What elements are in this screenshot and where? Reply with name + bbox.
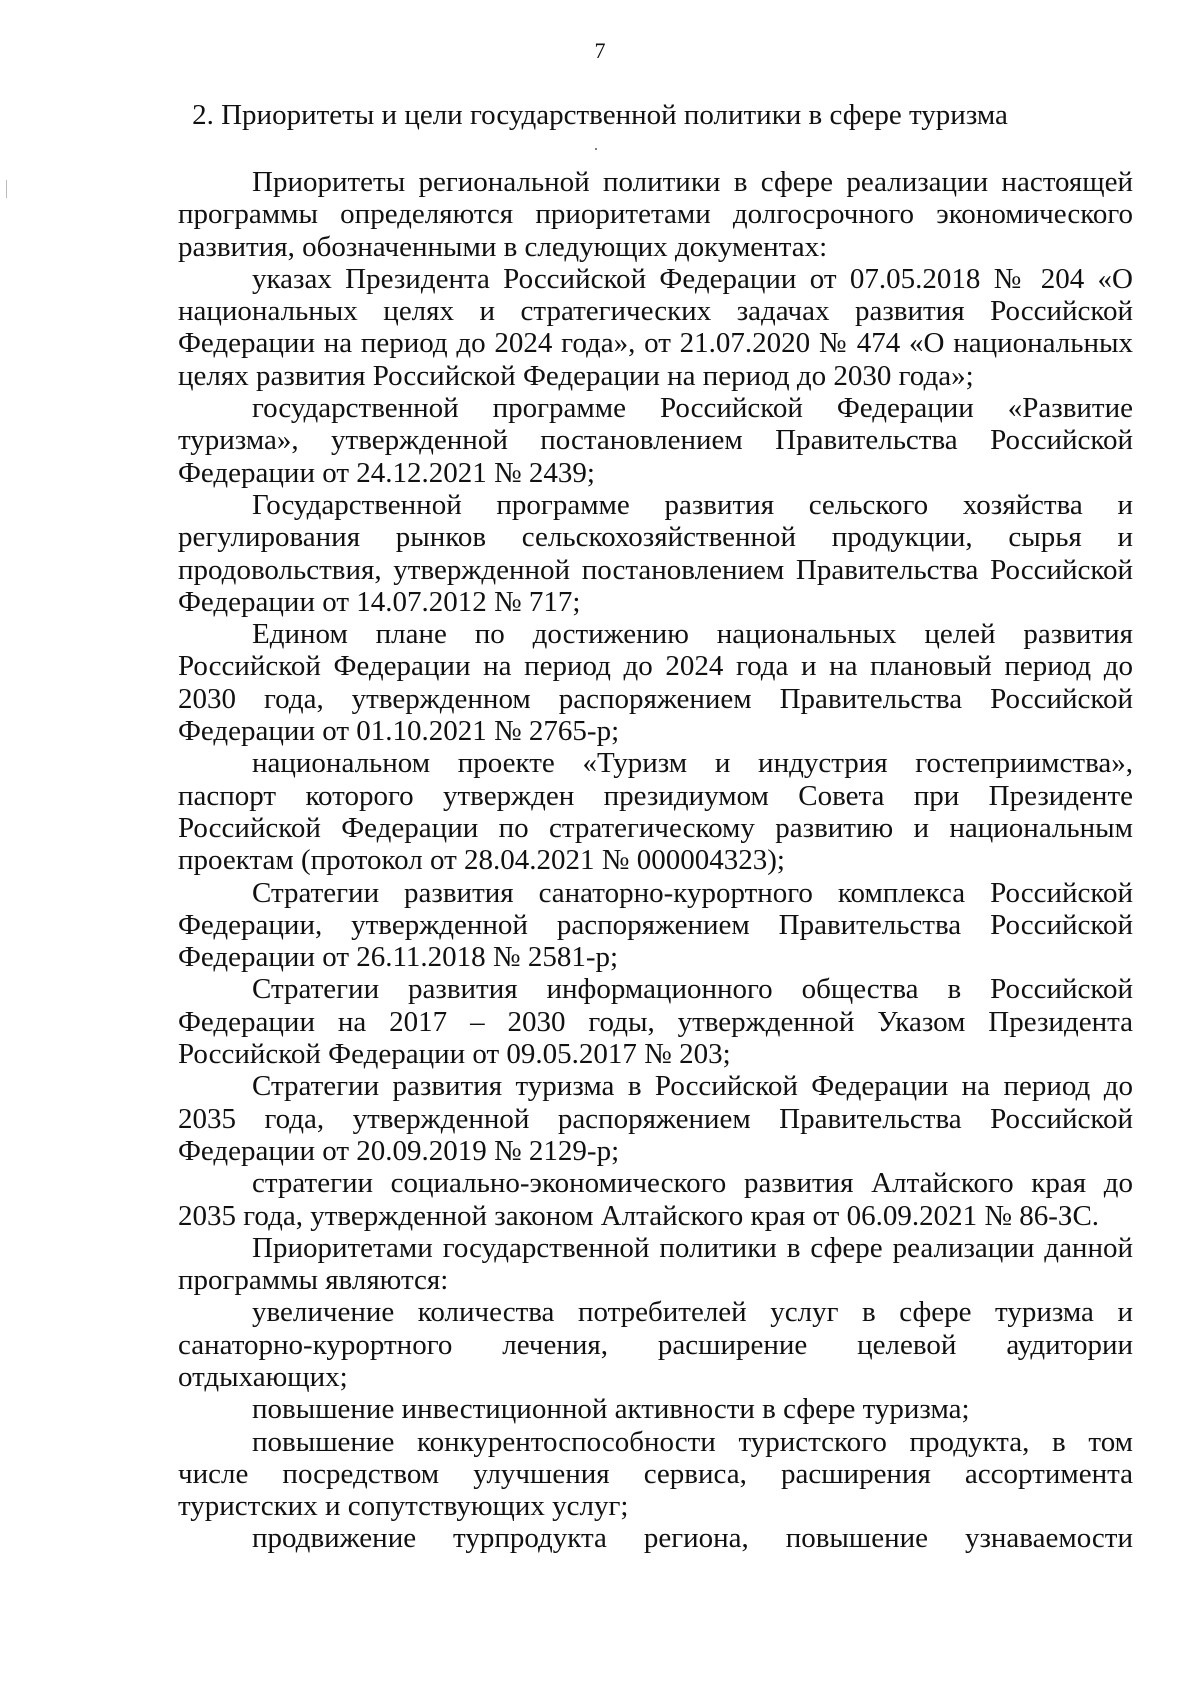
paragraph-priority-consumers: увеличение количества потребителей услуг в сфере туризма и санаторно-курортного лечения, расширение целевой аудитории отдыхающих; <box>178 1296 1133 1393</box>
body-text <box>178 166 1133 1555</box>
section-title: 2. Приоритеты и цели государственной политики в сфере туризма <box>192 99 1008 131</box>
page-number: 7 <box>594 38 606 63</box>
paragraph-tourism-strategy: Стратегии развития туризма в Российской Федерации на период до 2035 года, утвержденной распоряжением Правительства Российской Федерации от 20.09.2019 № 2129-р; <box>178 1070 1133 1167</box>
paragraph-national-project: национальном проекте «Туризм и индустрия гостеприимства», паспорт которого утвержден президиумом Совета при Президенте Российской Федерации по стратегическому развитию и национальным проектам (протокол от 28.04.2021 № 000004323); <box>178 747 1133 877</box>
paragraph-intro: Приоритеты региональной политики в сфере реализации настоящей программы определяются приоритетами долгосрочного экономического развития, обозначенными в следующих документах: <box>178 166 1133 263</box>
scan-margin-mark <box>6 180 7 198</box>
paragraph-altai-strategy: стратегии социально-экономического развития Алтайского края до 2035 года, утвержденной законом Алтайского края от 06.09.2021 № 86-ЗС. <box>178 1167 1133 1232</box>
paragraph-priority-competitiveness: повышение конкурентоспособности туристского продукта, в том числе посредством улучшения сервиса, расширения ассортимента туристских и сопутствующих услуг; <box>178 1425 1133 1523</box>
scan-speck <box>595 148 597 150</box>
paragraph-sanatorium-strategy: Стратегии развития санаторно-курортного комплекса Российской Федерации, утвержденной распоряжением Правительства Российской Федерации от 26.11.2018 № 2581-р; <box>178 876 1133 974</box>
paragraph-priority-investment: повышение инвестиционной активности в сфере туризма; <box>252 1393 970 1426</box>
paragraph-priority-promotion: продвижение турпродукта региона, повышение узнаваемости <box>252 1522 1133 1555</box>
paragraph-unified-plan: Едином плане по достижению национальных целей развития Российской Федерации на период до 2024 года и на плановый период до 2030 года, утвержденном распоряжением Правительства Российской Федерации от 01.10.2021 № 2765-р; <box>178 618 1133 748</box>
paragraph-priorities-intro: Приоритетами государственной политики в сфере реализации данной программы являются: <box>178 1231 1133 1297</box>
paragraph-state-program-agriculture: Государственной программе развития сельского хозяйства и регулирования рынков сельскохозяйственной продукции, сырья и продовольствия, утвержденной постановлением Правительства Российской Федерации от 14.07.2012 № 717; <box>178 488 1133 618</box>
paragraph-presidential-decrees: указах Президента Российской Федерации от 07.05.2018 № 204 «О национальных целях и стратегических задачах развития Российской Федерации на период до 2024 года», от 21.07.2020 № 474 «О национальных целях развития Российской Федерации на период до 2030 года»; <box>178 262 1133 392</box>
paragraph-information-society-strategy: Стратегии развития информационного общества в Российской Федерации на 2017 – 2030 годы, утвержденной Указом Президента Российской Федерации от 09.05.2017 № 203; <box>178 973 1133 1071</box>
paragraph-state-program-tourism: государственной программе Российской Федерации «Развитие туризма», утвержденной постановлением Правительства Российской Федерации от 24.12.2021 № 2439; <box>178 392 1133 489</box>
